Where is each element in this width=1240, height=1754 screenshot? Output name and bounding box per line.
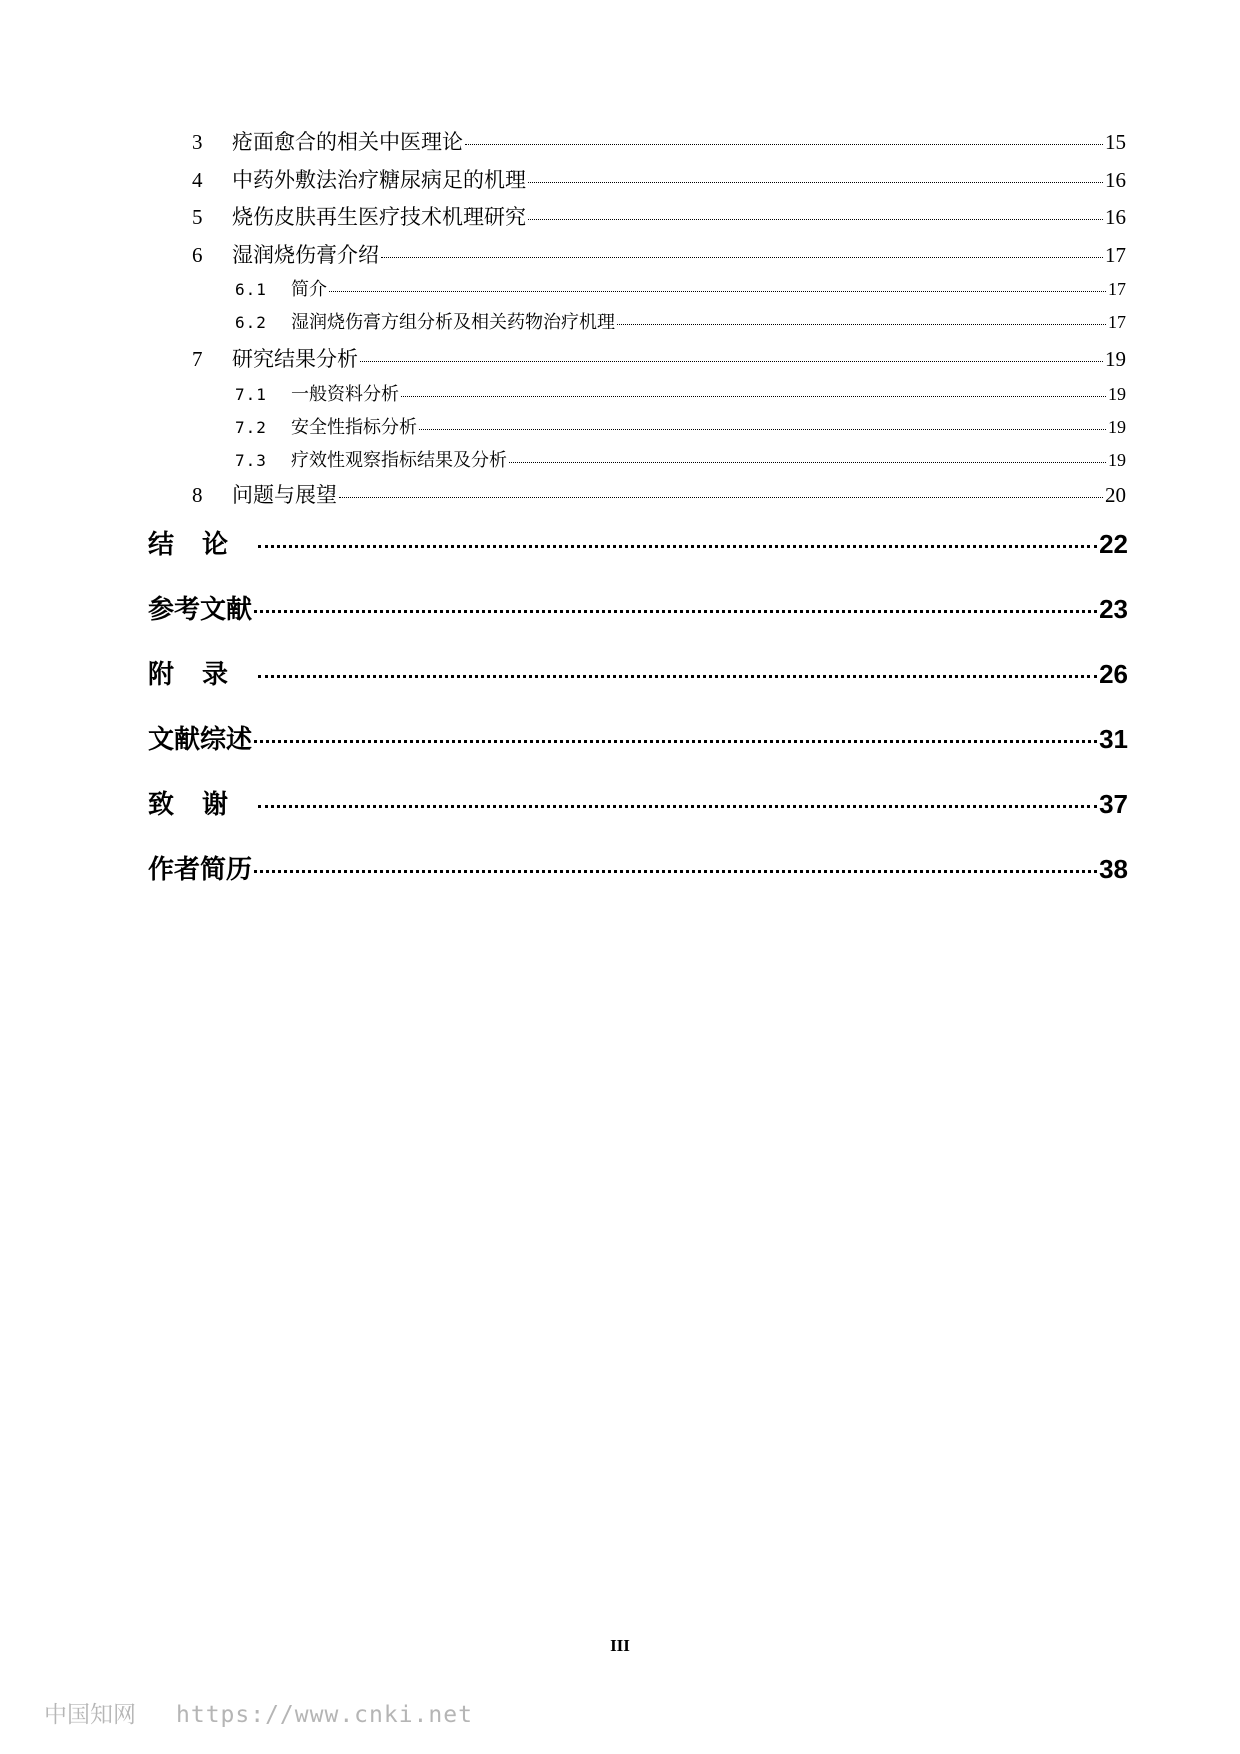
toc-section-page: 31 bbox=[1099, 724, 1128, 754]
toc-section[interactable] bbox=[148, 719, 1128, 756]
toc-subentry[interactable] bbox=[235, 446, 1126, 472]
toc-entry-title: 问题与展望 bbox=[232, 483, 337, 507]
toc-section-title: 文献综述 bbox=[148, 725, 253, 755]
toc-entry-number: 4 bbox=[192, 168, 203, 192]
toc-entry-number: 6 bbox=[192, 243, 203, 267]
dot-leader bbox=[509, 462, 1106, 463]
dot-leader bbox=[528, 219, 1103, 220]
toc-section[interactable] bbox=[148, 524, 1128, 561]
toc-section-title: 附录 bbox=[148, 660, 257, 690]
dot-leader bbox=[401, 396, 1106, 397]
dot-leader bbox=[258, 545, 1097, 548]
dot-leader bbox=[258, 675, 1097, 678]
toc-subentry-title: 简介 bbox=[291, 279, 327, 300]
toc-subentry-number: 6.2 bbox=[235, 313, 267, 332]
watermark-name: 中国知网 bbox=[44, 1702, 136, 1728]
toc-entry-page: 20 bbox=[1105, 483, 1126, 507]
toc-subentry-page: 17 bbox=[1108, 312, 1126, 332]
toc-subentry-page: 19 bbox=[1108, 417, 1126, 437]
toc-subentry-page: 19 bbox=[1108, 450, 1126, 470]
toc-entry-number: 3 bbox=[192, 130, 203, 154]
toc-subentry-title: 一般资料分析 bbox=[291, 384, 399, 405]
toc-entry-title: 疮面愈合的相关中医理论 bbox=[232, 130, 463, 154]
toc-section-title: 参考文献 bbox=[148, 595, 253, 625]
toc-subentry-title: 疗效性观察指标结果及分析 bbox=[291, 450, 507, 471]
toc-section-page: 23 bbox=[1099, 594, 1128, 624]
toc-entry-number: 5 bbox=[192, 205, 203, 229]
toc-section-title: 结论 bbox=[148, 530, 257, 560]
toc-subentry-title: 湿润烧伤膏方组分析及相关药物治疗机理 bbox=[291, 312, 615, 333]
dot-leader bbox=[329, 291, 1106, 292]
toc-entry-number: 7 bbox=[192, 347, 203, 371]
dot-leader bbox=[254, 610, 1097, 613]
toc-entry-number: 8 bbox=[192, 483, 203, 507]
toc-section-page: 38 bbox=[1099, 854, 1128, 884]
toc-entry-title: 烧伤皮肤再生医疗技术机理研究 bbox=[232, 205, 526, 229]
toc-section-page: 22 bbox=[1099, 529, 1128, 559]
dot-leader bbox=[528, 182, 1103, 183]
dot-leader bbox=[254, 870, 1097, 873]
toc-subentry-page: 19 bbox=[1108, 384, 1126, 404]
toc-section[interactable] bbox=[148, 589, 1128, 626]
toc-entry[interactable] bbox=[192, 239, 1126, 269]
dot-leader bbox=[360, 361, 1103, 362]
toc-entry[interactable] bbox=[192, 343, 1126, 373]
toc-section[interactable] bbox=[148, 849, 1128, 886]
toc-subentry[interactable] bbox=[235, 275, 1126, 301]
toc-subentry-number: 6.1 bbox=[235, 280, 267, 299]
toc-entry[interactable] bbox=[192, 164, 1126, 194]
toc-subentry-number: 7.1 bbox=[235, 385, 267, 404]
dot-leader bbox=[254, 740, 1097, 743]
dot-leader bbox=[617, 324, 1106, 325]
toc-entry-page: 16 bbox=[1105, 168, 1126, 192]
toc-section-page: 37 bbox=[1099, 789, 1128, 819]
toc-section[interactable] bbox=[148, 784, 1128, 821]
watermark-url: https://www.cnki.net bbox=[176, 1702, 473, 1728]
dot-leader bbox=[465, 144, 1103, 145]
toc-section-title: 致谢 bbox=[148, 790, 257, 820]
toc-subentry-number: 7.3 bbox=[235, 451, 267, 470]
toc-subentry-number: 7.2 bbox=[235, 418, 267, 437]
toc-entry-page: 16 bbox=[1105, 205, 1126, 229]
toc-entry-title: 中药外敷法治疗糖尿病足的机理 bbox=[232, 168, 526, 192]
toc-section-title: 作者简历 bbox=[148, 855, 253, 885]
toc-subentry[interactable] bbox=[235, 413, 1126, 439]
toc-entry[interactable] bbox=[192, 201, 1126, 231]
toc-entry-page: 15 bbox=[1105, 130, 1126, 154]
page-number: III bbox=[610, 1636, 630, 1655]
toc-subentry[interactable] bbox=[235, 308, 1126, 334]
dot-leader bbox=[419, 429, 1106, 430]
toc-entry-title: 研究结果分析 bbox=[232, 347, 358, 371]
toc-entry[interactable] bbox=[192, 479, 1126, 509]
toc-entry-page: 17 bbox=[1105, 243, 1126, 267]
toc-subentry-page: 17 bbox=[1108, 279, 1126, 299]
dot-leader bbox=[339, 497, 1103, 498]
toc-subentry[interactable] bbox=[235, 380, 1126, 406]
watermark bbox=[44, 1696, 473, 1729]
toc-section-page: 26 bbox=[1099, 659, 1128, 689]
toc-section[interactable] bbox=[148, 654, 1128, 691]
toc-entry-page: 19 bbox=[1105, 347, 1126, 371]
toc-subentry-title: 安全性指标分析 bbox=[291, 417, 417, 438]
toc-entry[interactable] bbox=[192, 126, 1126, 156]
toc-entry-title: 湿润烧伤膏介绍 bbox=[232, 243, 379, 267]
dot-leader bbox=[258, 805, 1097, 808]
dot-leader bbox=[381, 257, 1103, 258]
